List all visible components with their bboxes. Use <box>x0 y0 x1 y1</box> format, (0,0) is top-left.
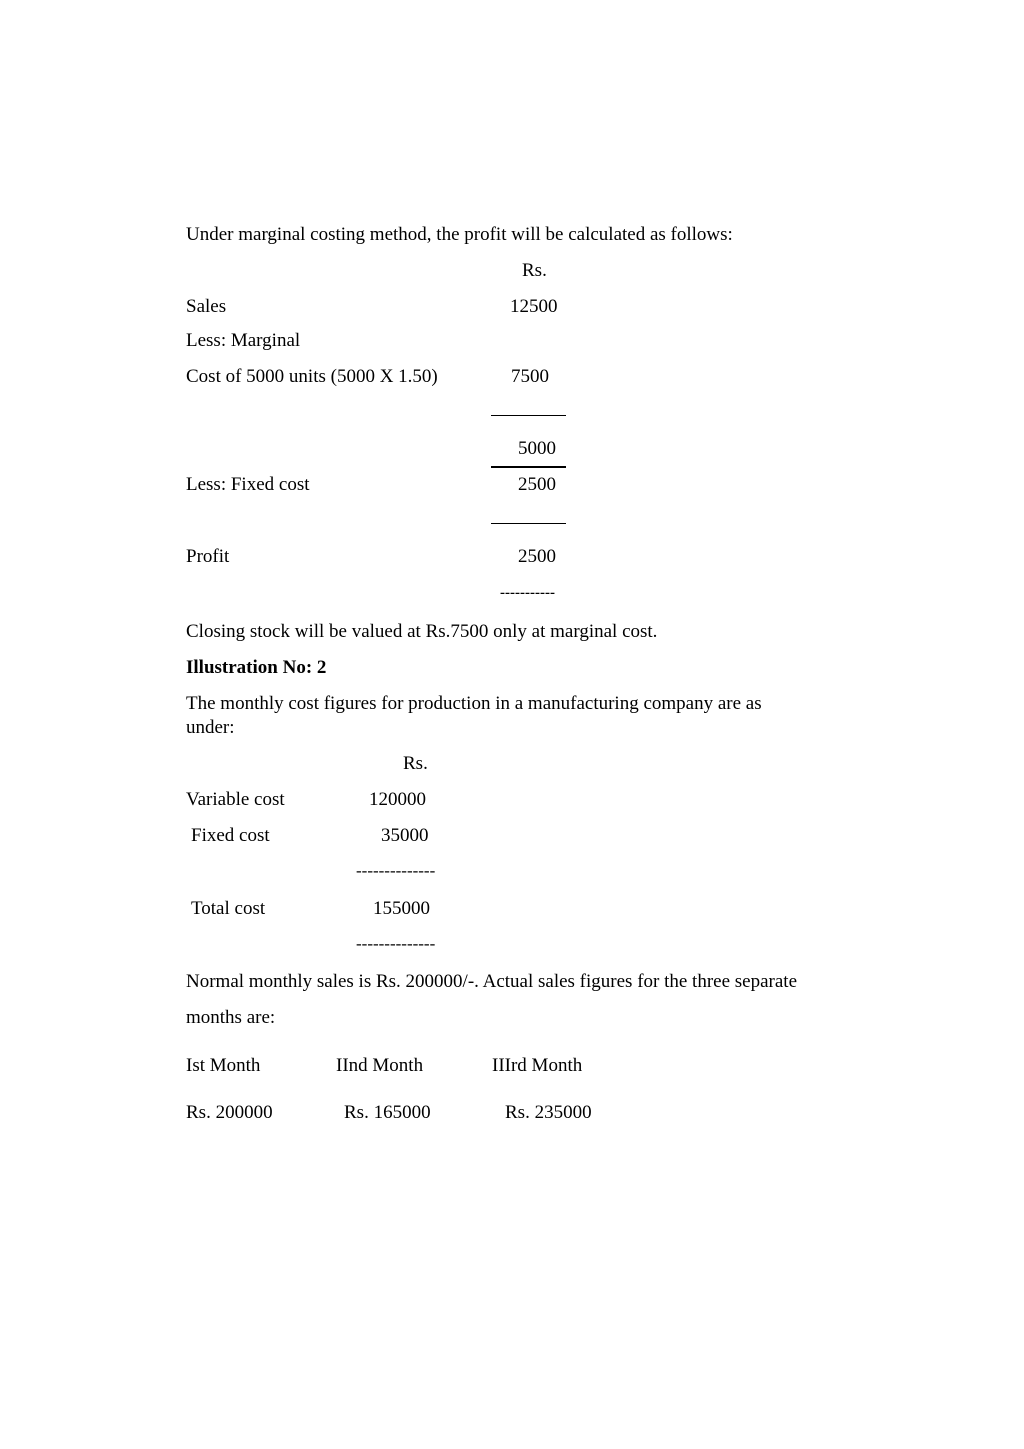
rule-1 <box>491 415 566 416</box>
fixed-cost-value: 2500 <box>518 474 556 495</box>
total-cost-label: Total cost <box>191 898 266 919</box>
sales-value: 12500 <box>510 296 558 317</box>
closing-stock-text: Closing stock will be valued at Rs.7500 only at marginal cost. <box>186 621 658 642</box>
normal-sales-line-1: Normal monthly sales is Rs. 200000/-. Actual sales figures for the three separate <box>186 971 798 992</box>
profit-label: Profit <box>186 546 230 567</box>
less-marginal-label: Less: Marginal <box>186 330 301 351</box>
calc-rs-header: Rs. <box>522 260 547 281</box>
normal-sales-line-2: months are: <box>186 1007 276 1028</box>
rule-3 <box>491 523 566 524</box>
fixed-cost-label: Less: Fixed cost <box>186 474 310 495</box>
variable-cost-label: Variable cost <box>186 789 285 810</box>
calc-dashes: ----------- <box>500 585 555 601</box>
month-3-label: IIIrd Month <box>492 1055 583 1076</box>
contribution-value: 5000 <box>518 438 556 459</box>
intro-text: Under marginal costing method, the profit will be calculated as follows: <box>186 224 733 245</box>
month-2-label: IInd Month <box>336 1055 424 1076</box>
costs-dashes-2: -------------- <box>356 934 436 953</box>
cost-units-value: 7500 <box>511 366 549 387</box>
fixed-cost2-label: Fixed cost <box>191 825 270 846</box>
variable-cost-value: 120000 <box>369 789 426 810</box>
month-2-value: Rs. 165000 <box>344 1102 431 1123</box>
costs-rs-header: Rs. <box>403 753 428 774</box>
fixed-cost2-value: 35000 <box>381 825 429 846</box>
illustration-text-line-1: The monthly cost figures for production in a manufacturing company are as <box>186 693 762 714</box>
month-1-value: Rs. 200000 <box>186 1102 273 1123</box>
illustration-text-line-2: under: <box>186 717 235 738</box>
illustration-title: Illustration No: 2 <box>186 657 327 678</box>
profit-value: 2500 <box>518 546 556 567</box>
total-cost-value: 155000 <box>373 898 430 919</box>
sales-label: Sales <box>186 296 227 317</box>
month-1-label: Ist Month <box>186 1055 261 1076</box>
cost-units-label: Cost of 5000 units (5000 X 1.50) <box>186 366 438 387</box>
month-3-value: Rs. 235000 <box>505 1102 592 1123</box>
costs-dashes-1: -------------- <box>356 861 436 880</box>
rule-2 <box>491 466 566 468</box>
